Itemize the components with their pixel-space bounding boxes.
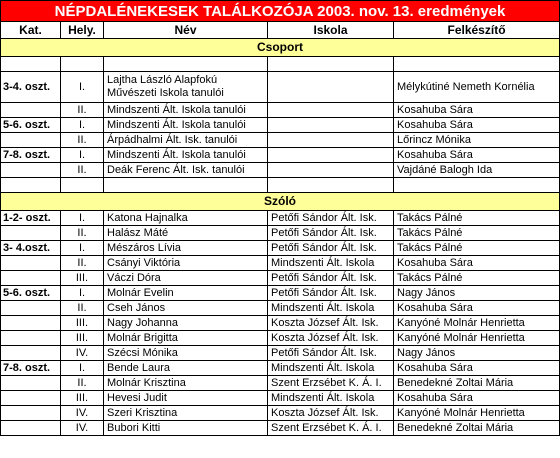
cell-kat [1,133,61,148]
cell-hely: I. [61,286,104,301]
cell-iskola: Koszta József Ált. Isk. [268,406,394,421]
cell-felkeszito: Kanyóné Molnár Henrietta [394,316,560,331]
cell-kat [1,316,61,331]
cell-kat [1,406,61,421]
cell-nev: Mindszenti Ált. Iskola tanulói [104,148,268,163]
cell-kat [1,346,61,361]
cell-nev: Mindszenti Ált. Iskola tanulói [104,118,268,133]
cell-iskola: Mindszenti Ált. Iskola [268,256,394,271]
cell-nev: Árpádhalmi Ált. Isk. tanulói [104,133,268,148]
cell-hely: II. [61,226,104,241]
cell-hely: I. [61,72,104,103]
section-szolo [1,193,560,211]
cell-iskola: Mindszenti Ált. Iskola [268,301,394,316]
cell-hely: III. [61,331,104,346]
cell-nev: Nagy Johanna [104,316,268,331]
header-hely: Hely. [61,22,104,39]
table-row [1,391,560,406]
section-csoport [1,39,560,57]
cell-felkeszito: Kosahuba Sára [394,391,560,406]
cell-iskola [268,163,394,178]
cell-iskola: Petőfi Sándor Ált. Isk. [268,346,394,361]
cell-kat [1,163,61,178]
cell-iskola: Petőfi Sándor Ált. Isk. [268,241,394,256]
cell-hely: III. [61,391,104,406]
cell-felkeszito: Kanyóné Molnár Henrietta [394,406,560,421]
cell-kat: 3- 4.oszt. [1,241,61,256]
cell-felkeszito: Kosahuba Sára [394,301,560,316]
cell-nev: Katona Hajnalka [104,211,268,226]
page-title: NÉPDALÉNEKESEK TALÁLKOZÓJA 2003. nov. 13. eredmények [1,1,560,22]
header-kat: Kat. [1,22,61,39]
cell-felkeszito: Vajdáné Balogh Ida [394,163,560,178]
table-row [1,103,560,118]
cell-felkeszito: Kosahuba Sára [394,361,560,376]
cell-felkeszito: Takács Pálné [394,241,560,256]
cell-nev: Molnár Evelin [104,286,268,301]
table-row [1,286,560,301]
cell-kat [1,301,61,316]
table-row [1,331,560,346]
table-row [1,211,560,226]
cell-felkeszito: Benedekné Zoltai Mária [394,376,560,391]
cell-hely: I. [61,241,104,256]
cell-nev: Molnár Brigitta [104,331,268,346]
cell-iskola: Szent Erzsébet K. Á. I. [268,376,394,391]
section-label: Szóló [1,193,560,211]
table-row [1,316,560,331]
cell-nev: Szeri Krisztina [104,406,268,421]
blank-row [1,57,560,72]
cell-nev: Molnár Krisztina [104,376,268,391]
table-row [1,133,560,148]
cell-nev: Lajtha László Alapfokú Művészeti Iskola tanulói [104,72,268,103]
cell-iskola: Petőfi Sándor Ált. Isk. [268,211,394,226]
cell-hely: II. [61,103,104,118]
table-row [1,148,560,163]
cell-kat [1,421,61,436]
cell-kat [1,331,61,346]
cell-kat [1,271,61,286]
cell-iskola: Mindszenti Ált. Iskola [268,361,394,376]
cell-hely: II. [61,301,104,316]
cell-hely: I. [61,361,104,376]
cell-iskola: Koszta József Ált. Isk. [268,331,394,346]
cell-kat: 7-8. oszt. [1,148,61,163]
cell-hely: I. [61,148,104,163]
cell-nev: Mészáros Lívia [104,241,268,256]
cell-iskola [268,133,394,148]
cell-nev: Mindszenti Ált. Iskola tanulói [104,103,268,118]
cell-iskola [268,72,394,103]
cell-felkeszito: Takács Pálné [394,271,560,286]
table-row [1,421,560,436]
cell-hely: II. [61,256,104,271]
cell-iskola [268,118,394,133]
cell-nev: Csányi Viktória [104,256,268,271]
table-row [1,256,560,271]
table-row [1,406,560,421]
cell-kat: 1-2- oszt. [1,211,61,226]
cell-hely: II. [61,376,104,391]
cell-felkeszito: Nagy János [394,346,560,361]
cell-felkeszito: Takács Pálné [394,211,560,226]
cell-nev: Cseh János [104,301,268,316]
cell-hely: IV. [61,406,104,421]
cell-hely: I. [61,118,104,133]
cell-iskola: Petőfi Sándor Ált. Isk. [268,271,394,286]
table-row [1,163,560,178]
table-row [1,241,560,256]
table-row [1,361,560,376]
cell-felkeszito: Mélykútiné Nemeth Kornélia [394,72,560,103]
cell-hely: III. [61,316,104,331]
cell-kat: 7-8. oszt. [1,361,61,376]
cell-felkeszito: Lőrincz Mónika [394,133,560,148]
cell-nev: Bubori Kitti [104,421,268,436]
table-row [1,301,560,316]
table-row [1,226,560,241]
cell-hely: I. [61,211,104,226]
cell-felkeszito: Takács Pálné [394,226,560,241]
cell-iskola: Szent Erzsébet K. Á. I. [268,421,394,436]
cell-iskola: Petőfi Sándor Ált. Isk. [268,226,394,241]
cell-nev: Szécsi Mónika [104,346,268,361]
cell-kat [1,376,61,391]
cell-felkeszito: Kosahuba Sára [394,118,560,133]
cell-hely: III. [61,271,104,286]
header-nev: Név [104,22,268,39]
cell-felkeszito: Kosahuba Sára [394,148,560,163]
cell-iskola [268,103,394,118]
cell-iskola: Koszta József Ált. Isk. [268,316,394,331]
header-row [1,22,560,39]
cell-iskola: Petőfi Sándor Ált. Isk. [268,286,394,301]
table-row [1,376,560,391]
cell-hely: II. [61,163,104,178]
cell-kat: 5-6. oszt. [1,286,61,301]
table-row [1,72,560,103]
table-row [1,271,560,286]
cell-felkeszito: Kosahuba Sára [394,256,560,271]
cell-nev: Halász Máté [104,226,268,241]
cell-iskola [268,148,394,163]
cell-felkeszito: Kosahuba Sára [394,103,560,118]
cell-hely: IV. [61,421,104,436]
cell-kat: 3-4. oszt. [1,72,61,103]
section-label: Csoport [1,39,560,57]
cell-felkeszito: Nagy János [394,286,560,301]
cell-kat [1,226,61,241]
cell-nev: Bende Laura [104,361,268,376]
cell-hely: IV. [61,346,104,361]
blank-row [1,178,560,193]
header-iskola: Iskola [268,22,394,39]
cell-nev: Hevesi Judit [104,391,268,406]
cell-hely: II. [61,133,104,148]
cell-kat: 5-6. oszt. [1,118,61,133]
cell-iskola: Mindszenti Ált. Iskola [268,391,394,406]
header-felkeszito: Felkészítő [394,22,560,39]
cell-felkeszito: Benedekné Zoltai Mária [394,421,560,436]
cell-felkeszito: Kanyóné Molnár Henrietta [394,331,560,346]
table-row [1,346,560,361]
cell-kat [1,256,61,271]
cell-nev: Deák Ferenc Ált. Isk. tanulói [104,163,268,178]
table-row [1,118,560,133]
cell-kat [1,391,61,406]
cell-kat [1,103,61,118]
cell-nev: Váczi Dóra [104,271,268,286]
